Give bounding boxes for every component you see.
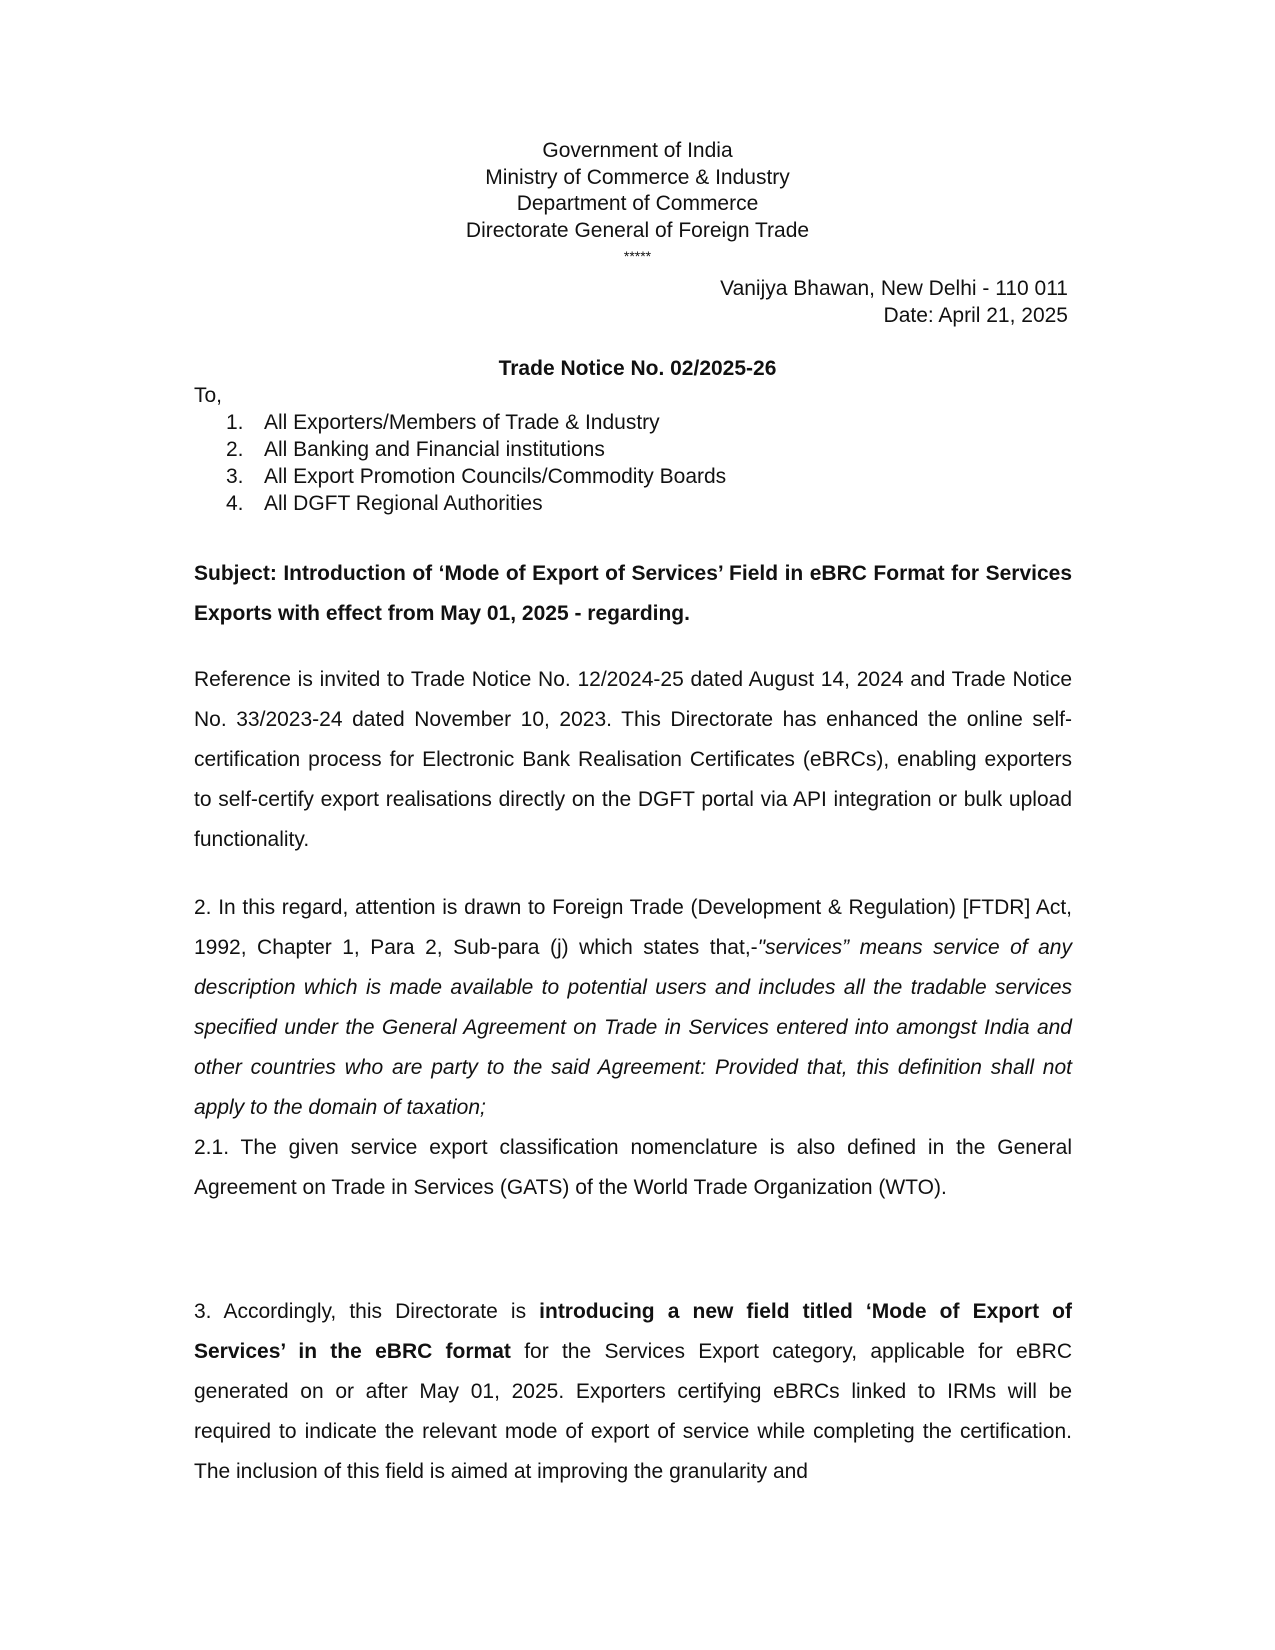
paragraph-3 <box>194 1292 1072 1492</box>
letterhead-ministry: Ministry of Commerce & Industry <box>485 165 790 189</box>
subject-line: Subject: Introduction of ‘Mode of Export of Services’ Field in eBRC Format for Services Exports with effect from May 01, 2025 - regarding. <box>194 562 1072 625</box>
letterhead-department: Department of Commerce <box>516 192 759 215</box>
separator-stars: ***** <box>623 248 652 264</box>
list-item-number: 2. <box>226 438 244 461</box>
paragraph-3-highlight: introducing a new field titled ‘Mode of Export of Services’ in the eBRC format <box>194 1300 1072 1363</box>
notice-date: Date: April 21, 2025 <box>883 303 1068 327</box>
letterhead-government: Government of India <box>542 139 733 162</box>
office-address: Vanijya Bhawan, New Delhi - 110 011 <box>720 277 1068 300</box>
paragraph-reference: Reference is invited to Trade Notice No. 12/2024-25 dated August 14, 2024 and Trade Notice No. 33/2023-24 dated November 10, 2023. This Directorate has enhanced the online self-certification process for Electronic Bank Realisation Certificates (eBRCs), enabling exporters to self-certify export realisations directly on the DGFT portal via API integration or bulk upload functionality. <box>194 668 1072 851</box>
to-label: To, <box>194 384 223 407</box>
list-item <box>226 436 726 463</box>
recipient-list <box>226 409 726 517</box>
paragraph-2 <box>194 888 1072 1128</box>
list-item <box>226 463 726 490</box>
services-definition-quote: "services” means service of any description which is made available to potential users and includes all the tradable services specified under the General Agreement on Trade in Services entered into amongst India and other countries who are party to the said Agreement: Provided that, this definition shall not apply to the domain of taxation; <box>194 936 1072 1119</box>
paragraph-3-lead: 3. Accordingly, this Directorate is <box>194 1300 540 1323</box>
list-item-number: 3. <box>226 465 244 488</box>
paragraph-2-text: 2. In this regard, attention is drawn to Foreign Trade (Development & Regulation) [FTDR] Act, 1992, Chapter 1, Para 2, Sub-para (j) which states that,- <box>194 896 1072 959</box>
list-item-text: All Banking and Financial institutions <box>264 438 605 461</box>
list-item-text: All Exporters/Members of Trade & Industry <box>264 411 660 434</box>
letterhead-directorate: Directorate General of Foreign Trade <box>465 218 810 242</box>
list-item-text: All Export Promotion Councils/Commodity Boards <box>264 465 727 488</box>
notice-title: Trade Notice No. 02/2025-26 <box>498 357 777 380</box>
paragraph-3-rest: for the Services Export category, applicable for eBRC generated on or after May 01, 2025. Exporters certifying eBRCs linked to IRMs will be required to indicate the relevant mode of export of service while completing the certification. The inclusion of this field is aimed at improving the granularity and <box>194 1340 1072 1483</box>
list-item <box>226 490 726 517</box>
list-item-number: 1. <box>226 411 244 434</box>
list-item <box>226 409 726 436</box>
address-block <box>560 276 1068 329</box>
paragraph-2-1: 2.1. The given service export classification nomenclature is also defined in the General Agreement on Trade in Services (GATS) of the World Trade Organization (WTO). <box>194 1136 1072 1199</box>
list-item-number: 4. <box>226 492 244 515</box>
list-item-text: All DGFT Regional Authorities <box>264 492 543 515</box>
letterhead <box>0 138 1275 244</box>
